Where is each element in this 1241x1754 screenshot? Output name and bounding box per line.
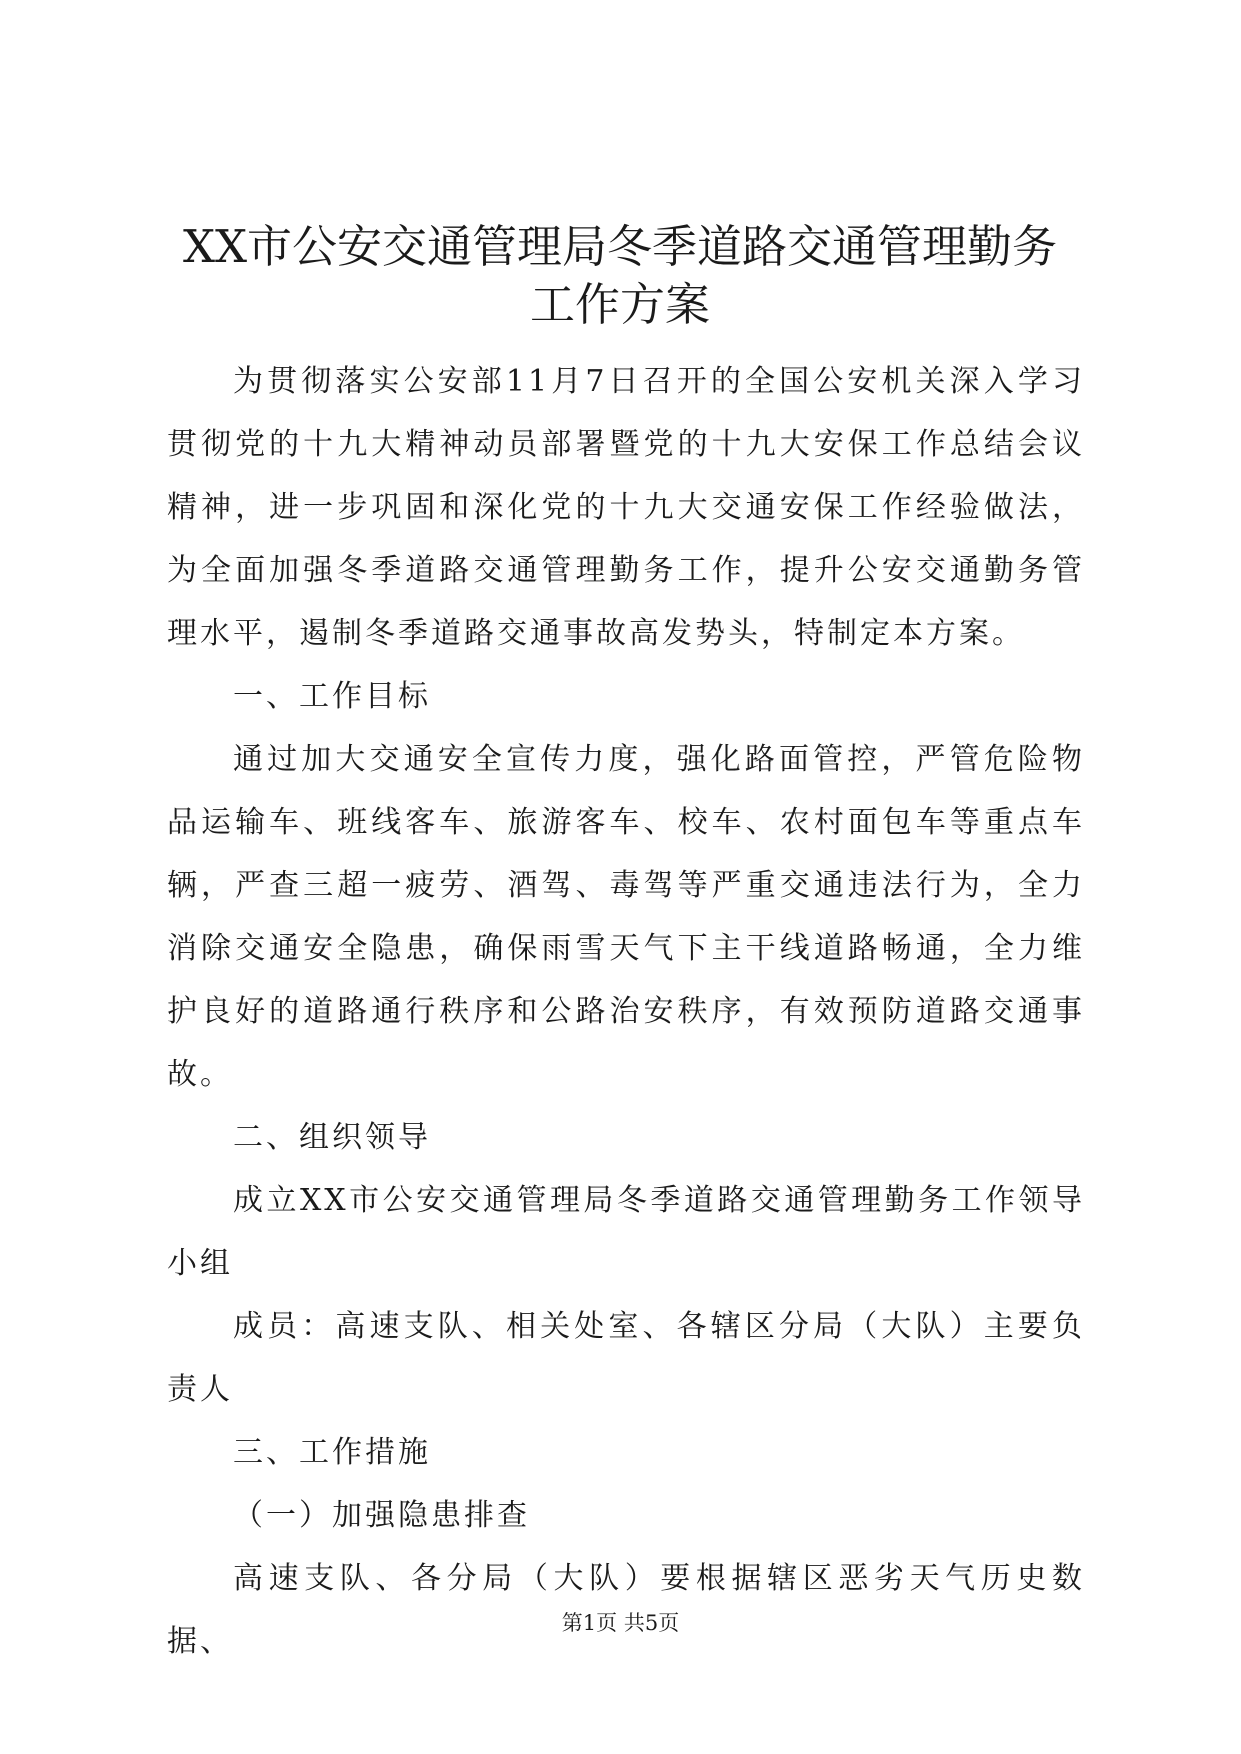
goals-paragraph: 通过加大交通安全宣传力度，强化路面管控，严管危险物品运输车、班线客车、旅游客车、校车、农村面包车等重点车辆，严查三超一疲劳、酒驾、毒驾等严重交通违法行为，全力消除交通安全隐患，确保雨雪天气下主干线道路畅通，全力维护良好的道路通行秩序和公路治安秩序，有效预防道路交通事故。 [167, 742, 1085, 1092]
title-line-2: 工作方案 [529, 278, 710, 331]
section-heading-leadership: 二、组织领导 [233, 1120, 431, 1155]
page-number: 第1页 共5页 [561, 1611, 680, 1635]
document-title [150, 218, 1090, 334]
hazard-check-paragraph: 高速支队、各分局（大队）要根据辖区恶劣天气历史数据、 [167, 1561, 1085, 1659]
page-footer [0, 1608, 1241, 1638]
leadership-paragraph: 成立XX市公安交通管理局冬季道路交通管理勤务工作领导小组 [167, 1183, 1085, 1281]
section-heading-goals: 一、工作目标 [233, 679, 431, 714]
subsection-heading-hazard-check: （一）加强隐患排查 [233, 1498, 530, 1533]
intro-paragraph: 为贯彻落实公安部11月7日召开的全国公安机关深入学习贯彻党的十九大精神动员部署暨党的十九大安保工作总结会议精神，进一步巩固和深化党的十九大交通安保工作经验做法，为全面加强冬季道路交通管理勤务工作，提升公安交通勤务管理水平，遏制冬季道路交通事故高发势头，特制定本方案。 [167, 364, 1085, 651]
title-line-1: XX市公安交通管理局冬季道路交通管理勤务 [182, 220, 1058, 273]
document-body [167, 350, 1085, 1673]
section-heading-measures: 三、工作措施 [233, 1435, 431, 1470]
members-paragraph: 成员：高速支队、相关处室、各辖区分局（大队）主要负责人 [167, 1309, 1085, 1407]
